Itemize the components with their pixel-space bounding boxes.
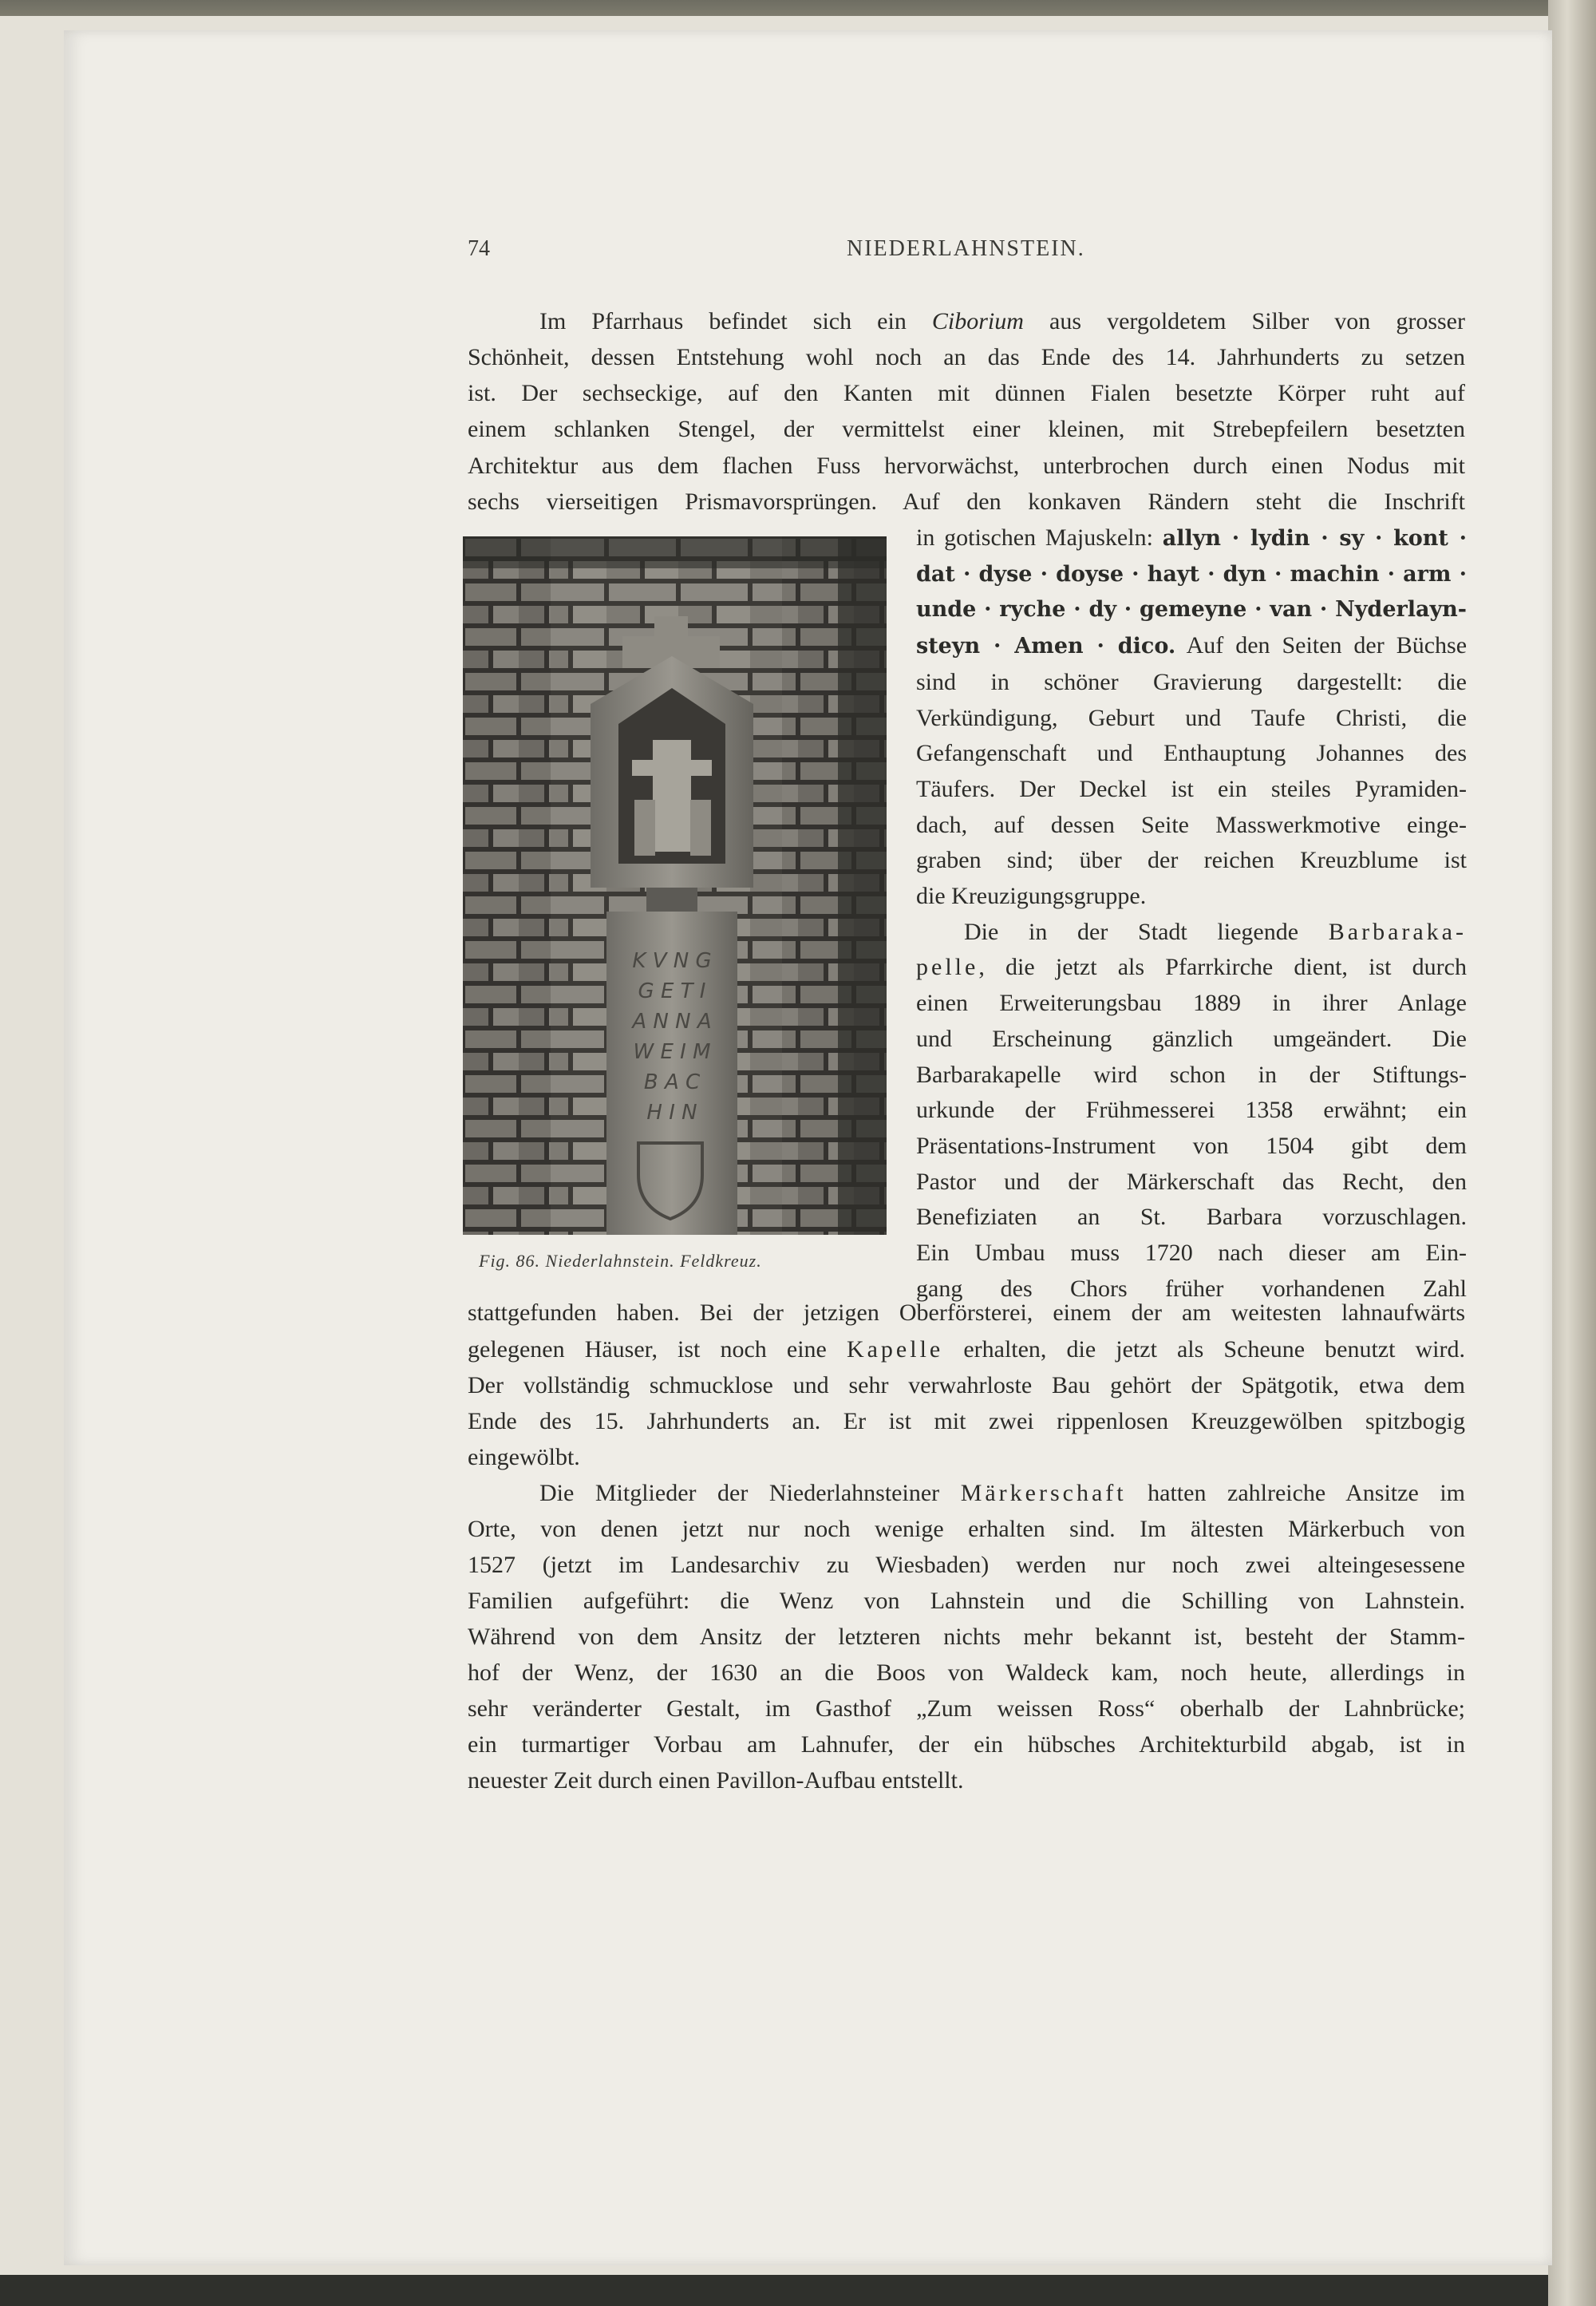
spaced-term: Märkerschaft [960,1480,1127,1506]
para3-line: neuester Zeit durch einen Pavillon-Aufbau entstellt. [468,1767,964,1794]
column-line: pelle, die jetzt als Pfarrkirche dient, ist durch [916,954,1467,981]
figure-caption: Fig. 86. Niederlahnstein. Feldkreuz. [479,1251,762,1271]
column-line: Pastor und der Märkerschaft das Recht, den [916,1168,1467,1195]
column-line: Präsentations-Instrument von 1504 gibt dem [916,1132,1467,1159]
para2-line: Der vollständig schmucklose und sehr verwahrloste Bau gehört der Spätgotik, etwa dem [468,1372,1465,1398]
para3-line: Familien aufgeführt: die Wenz von Lahnstein und die Schilling von Lahnstein. [468,1588,1465,1614]
ciborium-term: Ciborium [931,308,1024,334]
para3-line: 1527 (jetzt im Landesarchiv zu Wiesbaden) werden nur noch zwei alteingesessene [468,1552,1465,1578]
column-line: Täufers. Der Deckel ist ein steiles Pyramiden- [916,775,1467,802]
column-line: Die in der Stadt liegende Barbaraka- [964,918,1467,945]
column-line: in gotischen Majuskeln: allyn · lydin · sy · kont · [916,524,1467,551]
running-header [468,236,1465,268]
inscription-line-2: G E T I [638,979,706,1003]
para3-line: Während von dem Ansitz der letzteren nichts mehr bekannt ist, besteht der Stamm- [468,1624,1465,1650]
para1-line: einem schlanken Stengel, der vermittelst einer kleinen, mit Strebepfeilern besetzten [468,416,1465,442]
column-line: einen Erweiterungsbau 1889 in ihrer Anlage [916,990,1467,1017]
para3-line: hof der Wenz, der 1630 an die Boos von Waldeck kam, noch heute, allerdings in [468,1659,1465,1686]
inscription-line-4: W E I M [633,1040,711,1064]
spaced-term: Barbaraka- [1328,918,1467,945]
para1-line: Im Pfarrhaus befindet sich ein Ciborium aus vergoldetem Silber von grosser [539,308,1465,334]
column-line: Verkündigung, Geburt und Taufe Christi, die [916,704,1467,731]
wayside-cross-illustration [463,536,887,1235]
blackletter-inscription: dat · dyse · doyse · hayt · dyn · machin · arm · [916,561,1467,587]
book-cover-edge [1548,0,1596,2306]
column-line: graben sind; über der reichen Kreuzblume ist [916,847,1467,874]
column-line: sind in schöner Gravierung dargestellt: die [916,668,1467,695]
para3-line: Orte, von denen jetzt nur noch wenige erhalten sind. Im ältesten Märkerbuch von [468,1516,1465,1542]
inscription-line-5: B A C [643,1070,701,1094]
column-line: Benefiziaten an St. Barbara vorzuschlagen. [916,1204,1467,1231]
inscription-line-6: H I N [646,1101,697,1125]
page-number: 74 [468,236,490,261]
column-line: gang des Chors früher vorhandenen Zahl [916,1275,1467,1302]
page-title: NIEDERLAHNSTEIN. [847,236,1085,261]
column-text [916,520,1467,1307]
para2-line: Ende des 15. Jahrhunderts an. Er ist mit zwei rippenlosen Kreuzgewölben spitzbogig [468,1408,1465,1434]
column-line: steyn · Amen · dico. Auf den Seiten der Büchse [916,632,1468,659]
spaced-term: Kapelle [846,1336,944,1363]
column-line: dach, auf dessen Seite Masswerkmotive einge- [916,811,1467,838]
para2-line: eingewölbt. [468,1444,580,1470]
para3-line: sehr veränderter Gestalt, im Gasthof „Zum weissen Ross“ oberhalb der Lahnbrücke; [468,1695,1465,1722]
para1-line: sechs vierseitigen Prismavorsprüngen. Auf den konkaven Rändern steht die Inschrift [468,488,1465,515]
para1-line: Schönheit, dessen Entstehung wohl noch an das Ende des 14. Jahrhunderts zu setzen [468,344,1465,370]
para2-line: stattgefunden haben. Bei der jetzigen Oberförsterei, einem der am weitesten lahnaufwärts [468,1299,1465,1326]
para3-line: ein turmartiger Vorbau am Lahnufer, der ein hübsches Architekturbild abgab, ist in [468,1731,1465,1758]
column-line: Ein Umbau muss 1720 nach dieser am Ein- [916,1240,1467,1267]
para1-line: ist. Der sechseckige, auf den Kanten mit dünnen Fialen besetzte Körper ruht auf [468,380,1465,406]
column-line: und Erscheinung gänzlich umgeändert. Die [916,1025,1467,1052]
column-line: urkunde der Frühmesserei 1358 erwähnt; ein [916,1097,1467,1124]
column-line: die Kreuzigungsgruppe. [916,883,1147,910]
inscription-line-3: A N N A [632,1010,712,1034]
spaced-term: pelle [916,954,979,981]
para1-line: Architektur aus dem flachen Fuss hervorwächst, unterbrochen durch einen Nodus mit [468,453,1465,479]
column-line: Gefangenschaft und Enthauptung Johannes des [916,740,1467,767]
figure-feldkreuz [463,536,887,1235]
para3-line: Die Mitglieder der Niederlahnsteiner Märkerschaft hatten zahlreiche Ansitze im [539,1480,1465,1506]
inscription-line-1: K V N G [632,949,712,973]
para2-line: gelegenen Häuser, ist noch eine Kapelle erhalten, die jetzt als Scheune benutzt wird. [468,1336,1466,1363]
column-line: Barbarakapelle wird schon in der Stiftungs- [916,1061,1467,1088]
blackletter-inscription: unde · ryche · dy · gemeyne · van · Nyderlayn- [916,597,1467,623]
blackletter-inscription: steyn · Amen · dico. [916,634,1176,659]
blackletter-inscription: allyn · lydin · sy · kont · [1162,526,1467,551]
